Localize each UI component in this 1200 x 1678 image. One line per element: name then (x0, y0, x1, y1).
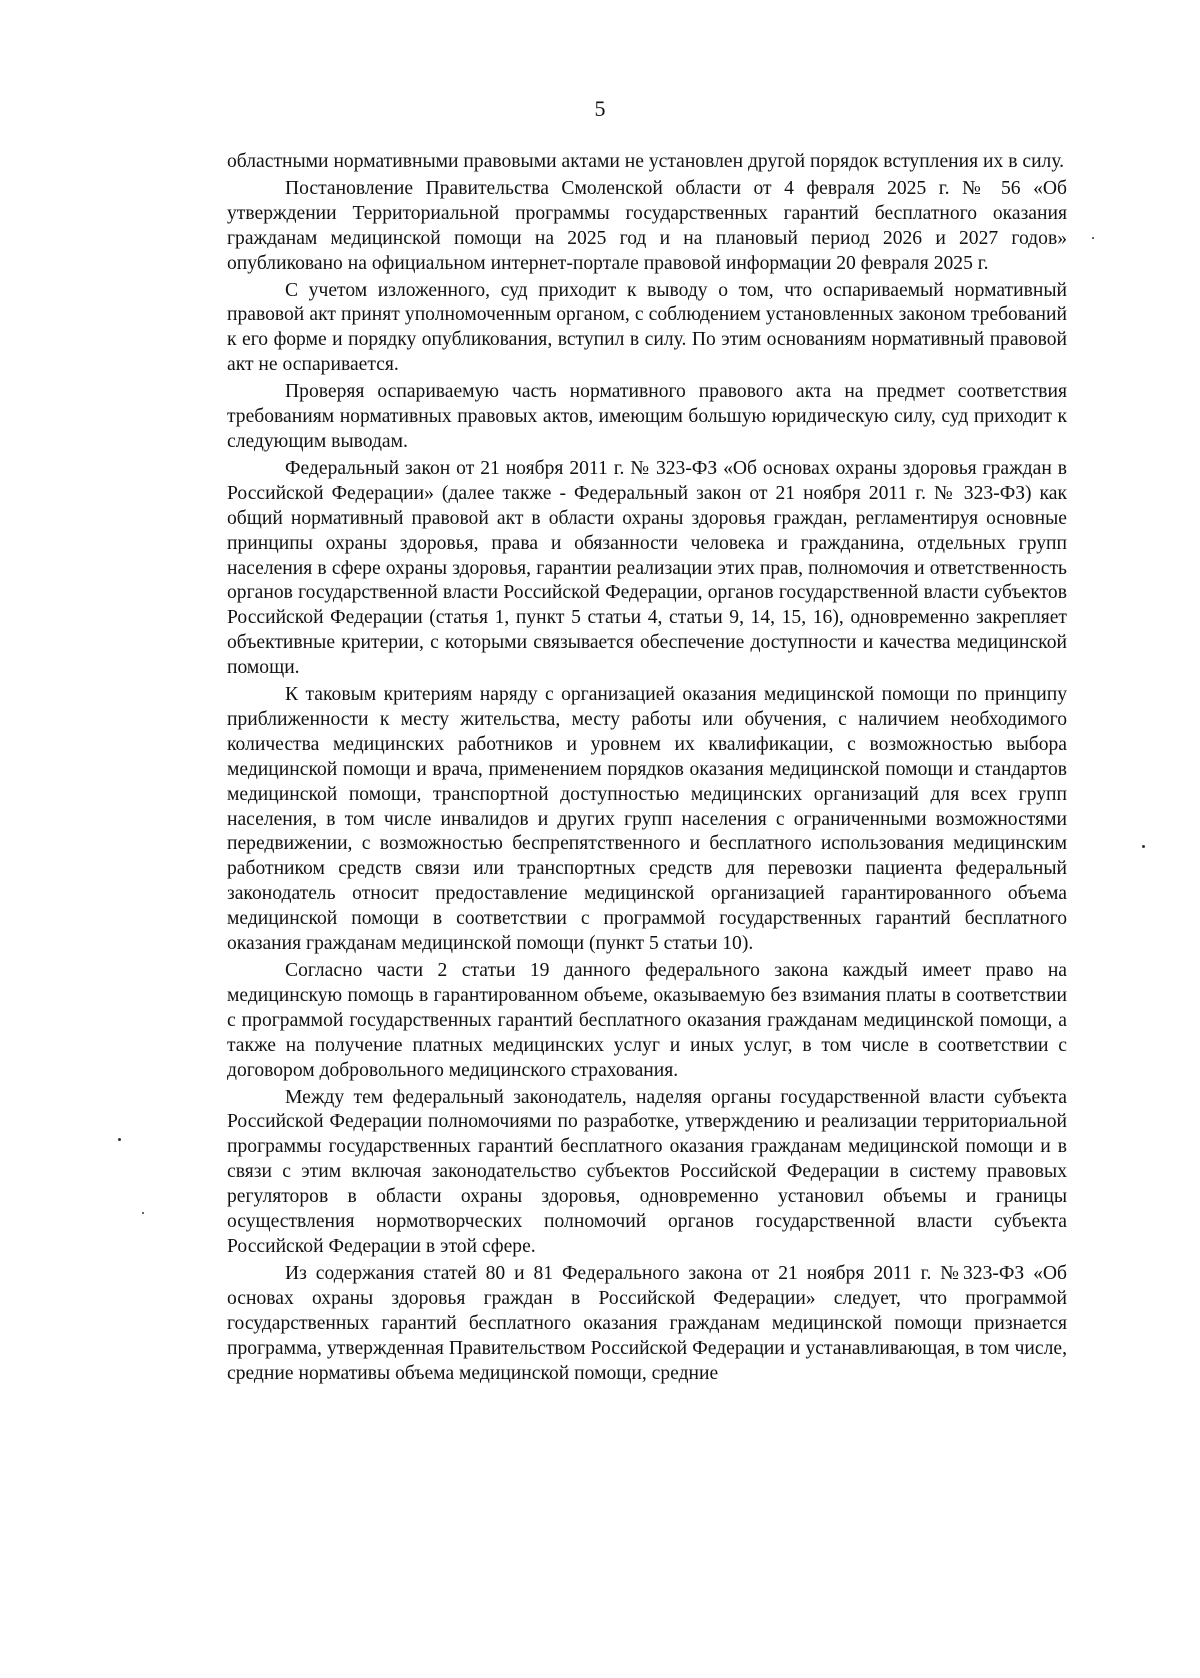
paragraph-3: С учетом изложенного, суд приходит к выводу о том, что оспариваемый нормативный правовой акт принят уполномоченным органом, с соблюдением установленных законом требований к его форме и порядку опубликования, вступил в силу. По этим основаниям нормативный правовой акт не оспаривается. (227, 279, 1067, 376)
scan-speck (118, 1138, 121, 1141)
scan-speck (1092, 237, 1094, 239)
page-number: 5 (594, 96, 606, 121)
document-body (227, 150, 1067, 1388)
paragraph-9: Из содержания статей 80 и 81 Федерального закона от 21 ноября 2011 г. №323-ФЗ «Об основах охраны здоровья граждан в Российской Федерации» следует, что программой государственных гарантий бесплатного оказания гражданам медицинской помощи признается программа, утвержденная Правительством Российской Федерации и устанавливающая, в том числе, средние нормативы объема медицинской помощи, средние (227, 1262, 1067, 1384)
paragraph-8: Между тем федеральный законодатель, наделяя органы государственной власти субъекта Российской Федерации полномочиями по разработке, утверждению и реализации территориальной программы государственных гарантий бесплатного оказания гражданам медицинской помощи и в связи с этим включая законодательство субъектов Российской Федерации в систему правовых регуляторов в области охраны здоровья, одновременно установил объемы и границы осуществления нормотворческих полномочий органов государственной власти субъекта Российской Федерации в этой сфере. (227, 1086, 1067, 1257)
paragraph-6: К таковым критериям наряду с организацией оказания медицинской помощи по принципу приближенности к месту жительства, месту работы или обучения, с наличием необходимого количества медицинских работников и уровнем их квалификации, с возможностью выбора медицинской помощи и врача, применением порядков оказания медицинской помощи и стандартов медицинской помощи, транспортной доступностью медицинских организаций для всех групп населения, в том числе инвалидов и других групп населения с ограниченными возможностями передвижении, с возможностью беспрепятственного и бесплатного использования медицинским работником средств связи или транспортных средств для перевозки пациента федеральный законодатель относит предоставление медицинской организацией гарантированного объема медицинской помощи в соответствии с программой государственных гарантий бесплатного оказания гражданам медицинской помощи (пункт 5 статьи 10). (227, 684, 1067, 955)
paragraph-4: Проверяя оспариваемую часть нормативного правового акта на предмет соответствия требованиям нормативных правовых актов, имеющим большую юридическую силу, суд приходит к следующим выводам. (227, 381, 1067, 452)
scan-speck (1142, 845, 1145, 848)
paragraph-1: областными нормативными правовыми актами не установлен другой порядок вступления их в силу. (227, 151, 1065, 172)
paragraph-2: Постановление Правительства Смоленской области от 4 февраля 2025 г. № 56 «Об утверждении Территориальной программы государственных гарантий бесплатного оказания гражданам медицинской помощи на 2025 год и на плановый период 2026 и 2027 годов» опубликовано на официальном интернет-портале правовой информации 20 февраля 2025 г. (227, 177, 1067, 274)
paragraph-5: Федеральный закон от 21 ноября 2011 г. № 323-ФЗ «Об основах охраны здоровья граждан в Российской Федерации» (далее также - Федеральный закон от 21 ноября 2011 г. № 323-ФЗ) как общий нормативный правовой акт в области охраны здоровья граждан, регламентируя основные принципы охраны здоровья, права и обязанности человека и гражданина, отдельных групп населения в сфере охраны здоровья, гарантии реализации этих прав, полномочия и ответственность органов государственной власти Российской Федерации, органов государственной власти субъектов Российской Федерации (статья 1, пункт 5 статьи 4, статьи 9, 14, 15, 16), одновременно закрепляет объективные критерии, с которыми связывается обеспечение доступности и качества медицинской помощи. (227, 457, 1067, 679)
paragraph-7: Согласно части 2 статьи 19 данного федерального закона каждый имеет право на медицинскую помощь в гарантированном объеме, оказываемую без взимания платы в соответствии с программой государственных гарантий бесплатного оказания гражданам медицинской помощи, а также на получение платных медицинских услуг и иных услуг, в том числе в соответствии с договором добровольного медицинского страхования. (227, 960, 1067, 1081)
scan-speck (142, 1212, 144, 1214)
